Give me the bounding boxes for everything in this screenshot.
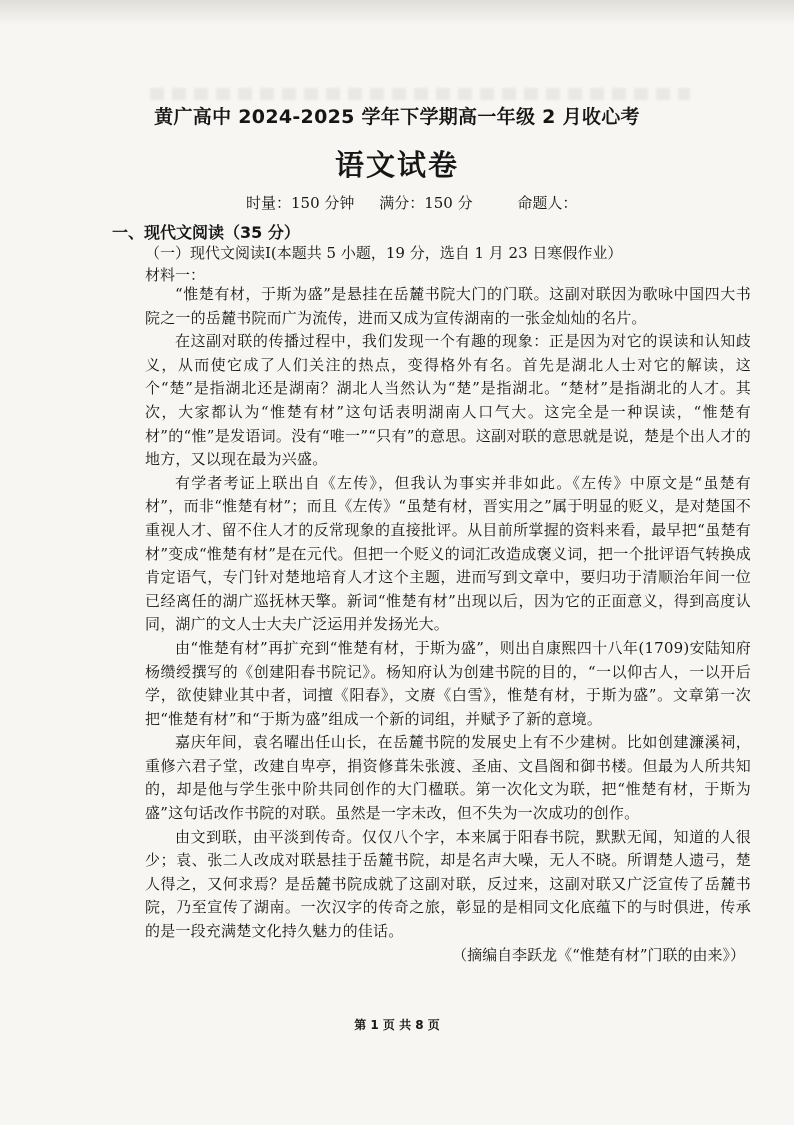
exam-full-score: 满分：150 分	[379, 194, 473, 212]
scan-edge-shadow	[0, 0, 794, 26]
article-source: （摘编自李跃龙《“惟楚有材”门联的由来》）	[452, 945, 745, 964]
article-paragraph: 由文到联，由平淡到传奇。仅仅八个字，本来属于阳春书院，默默无闻，知道的人很少；袁、张二人改成对联悬挂于岳麓书院，却是名声大噪，无人不晓。所谓楚人遗弓，楚人得之，又何求焉？是岳麓书院成就了这副对联，反过来，这副对联又广泛宣传了岳麓书院，乃至宣传了湖南。一次汉字的传奇之旅，彰显的是相同文化底蕴下的与时俱进，传承的是一段充满楚文化持久魅力的佳话。	[145, 827, 751, 941]
section-heading: 一、现代文阅读（35 分）	[112, 223, 300, 242]
page-number: 第 1 页 共 8 页	[354, 1018, 440, 1032]
article-paragraph: “惟楚有材，于斯为盛”是悬挂在岳麓书院大门的门联。这副对联因为歌咏中国四大书院之一的岳麓书院而广为流传，进而又成为宣传湖南的一张金灿灿的名片。	[145, 285, 751, 327]
article-paragraph: 有学者考证上联出自《左传》，但我认为事实并非如此。《左传》中原文是“虽楚有材”，而非“惟楚有材”；而且《左传》“虽楚有材，晋实用之”属于明显的贬义，是对楚国不重视人才、留不住人才的反常现象的直接批评。从目前所掌握的资料来看，最早把“虽楚有材”变成“惟楚有材”是在元代。但把一个贬义的词汇改造成褒义词，把一个批评语气转换成肯定语气，专门针对楚地培育人才这个主题，进而写到文章中，要归功于清顺治年间一位已经离任的湖广巡抚林天擎。新词“惟楚有材”出现以后，因为它的正面意义，得到高度认同，湖广的文人士大夫广泛运用并发扬光大。	[145, 473, 751, 634]
subject-title: 语文试卷	[334, 148, 459, 182]
exam-title: 黄广高中 2024-2025 学年下学期高一年级 2 月收心考	[154, 106, 640, 128]
article-paragraph: 嘉庆年间，袁名曜出任山长，在岳麓书院的发展史上有不少建树。比如创建濂溪祠，重修六君子堂，改建自卑亭，捐资修葺朱张渡、圣庙、文昌阁和御书楼。但最为人所共知的，却是他与学生张中阶共同创作的大门楹联。第一次化文为联，把“惟楚有材，于斯为盛”这句话改作书院的对联。虽然是一字未改，但不失为一次成功的创作。	[145, 733, 751, 823]
exam-duration: 时量：150 分钟	[246, 194, 355, 212]
article-paragraph: 在这副对联的传播过程中，我们发现一个有趣的现象：正是因为对它的误读和认知歧义，从而使它成了人们关注的热点，变得格外有名。首先是湖北人士对它的解读，这个“楚”是指湖北还是湖南？湖北人当然认为“楚”是指湖北。“楚材”是指湖北的人才。其次，大家都认为“惟楚有材”这句话表明湖南人口气大。这完全是一种误读，“惟楚有材”的“惟”是发语词。没有“唯一”“只有”的意思。这副对联的意思就是说，楚是个出人才的地方，又以现在最为兴盛。	[145, 332, 751, 469]
exam-meta	[246, 192, 714, 213]
article-body	[145, 283, 751, 967]
subsection-heading: （一）现代文阅读Ⅰ(本题共 5 小题，19 分，选自 1 月 23 日寒假作业）	[145, 244, 623, 262]
scan-bleed-through	[150, 88, 690, 100]
material-label: 材料一：	[145, 266, 206, 284]
exam-author-label: 命题人：	[517, 194, 578, 212]
article-paragraph: 由“惟楚有材”再扩充到“惟楚有材，于斯为盛”，则出自康熙四十八年(1709)安陆知府杨缵绶撰写的《创建阳春书院记》。杨知府认为创建书院的目的，“一以仰古人，一以开后学，欲使肄业其中者，词擅《阳春》，文赓《白雪》，惟楚有材，于斯为盛”。文章第一次把“惟楚有材”和“于斯为盛”组成一个新的词组，并赋予了新的意境。	[145, 638, 751, 728]
